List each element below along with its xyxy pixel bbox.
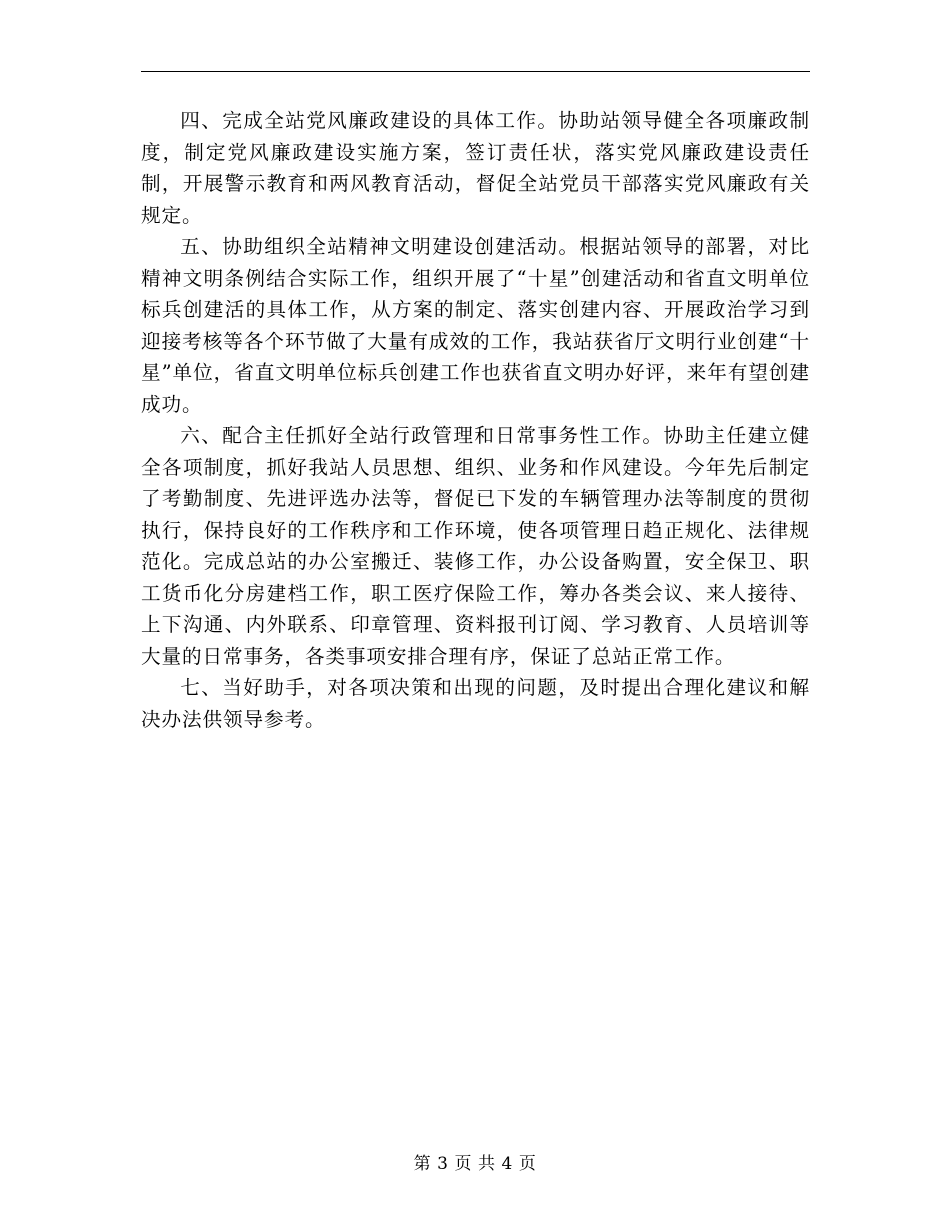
footer-prefix: 第 (413, 1154, 432, 1174)
total-pages-number: 4 (501, 1154, 513, 1174)
footer-total-label: 共 (478, 1154, 496, 1174)
header-rule (141, 71, 810, 72)
paragraph-6: 六、配合主任抓好全站行政管理和日常事务性工作。协助主任建立健全各项制度，抓好我站人员思想、组织、业务和作风建设。今年先后制定了考勤制度、先进评选办法等，督促已下发的车辆管理办法等制度的贯彻执行，保持良好的工作秩序和工作环境，使各项管理日趋正规化、法律规范化。完成总站的办公室搬迁、装修工作，办公设备购置，安全保卫、职工货币化分房建档工作，职工医疗保险工作，筹办各类会议、来人接待、上下沟通、内外联系、印章管理、资料报刊订阅、学习教育、人员培训等大量的日常事务，各类事项安排合理有序，保证了总站正常工作。 (141, 424, 810, 668)
paragraph-7: 七、当好助手，对各项决策和出现的问题，及时提出合理化建议和解决办法供领导参考。 (141, 676, 810, 731)
footer-page-label: 页 (454, 1154, 472, 1174)
current-page-number: 3 (437, 1154, 449, 1174)
paragraph-4: 四、完成全站党风廉政建设的具体工作。协助站领导健全各项廉政制度，制定党风廉政建设实施方案，签订责任状，落实党风廉政建设责任制，开展警示教育和两风教育活动，督促全站党员干部落实党风廉政有关规定。 (141, 109, 810, 227)
page-footer (0, 1153, 950, 1175)
paragraph-5: 五、协助组织全站精神文明建设创建活动。根据站领导的部署，对比精神文明条例结合实际工作，组织开展了“十星”创建活动和省直文明单位标兵创建活的具体工作，从方案的制定、落实创建内容、开展政治学习到迎接考核等各个环节做了大量有成效的工作，我站获省厅文明行业创建“十星”单位，省直文明单位标兵创建工作也获省直文明办好评，来年有望创建成功。 (141, 235, 810, 416)
footer-suffix: 页 (518, 1154, 537, 1174)
document-body (141, 105, 810, 735)
